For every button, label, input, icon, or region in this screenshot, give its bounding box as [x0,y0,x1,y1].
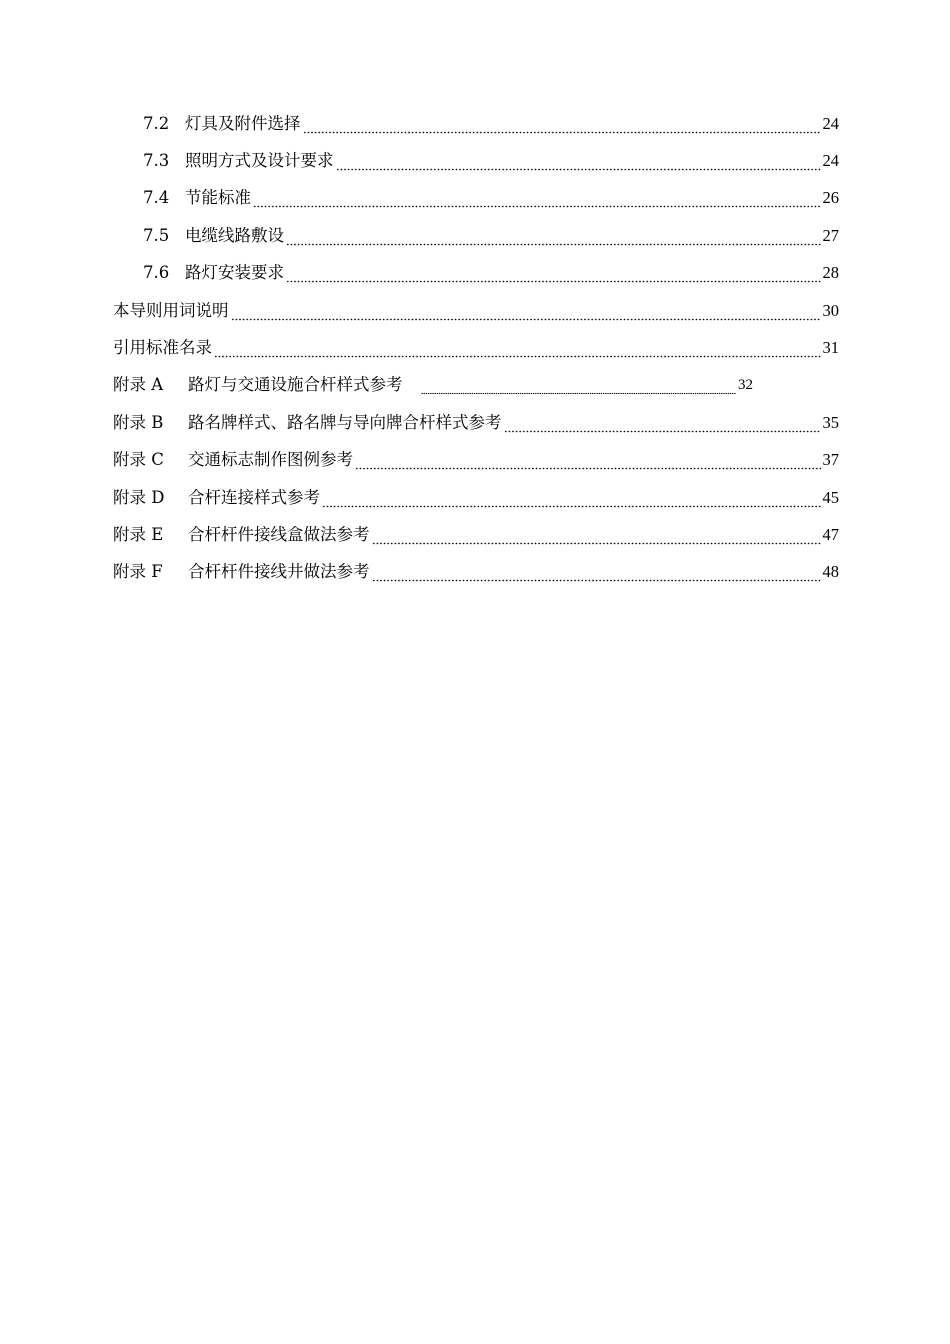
toc-entry-number: 7.6 [143,263,170,283]
dot-leader [286,269,821,283]
toc-entry-7-4[interactable] [113,180,839,217]
toc-entry-page: 35 [822,412,839,432]
toc-entry-number: 附录 B [113,412,164,432]
toc-entry-7-2[interactable] [113,105,839,142]
dot-leader [504,419,821,433]
toc-entry-number: 7.2 [143,113,170,133]
toc-entry-title: 路灯安装要求 [185,263,284,283]
toc-entry-page: 28 [822,263,839,283]
toc-entry-appendix-d[interactable] [113,479,839,516]
toc-entry-page: 47 [822,524,839,544]
toc-entry-number: 7.5 [143,225,170,245]
toc-entry-number: 附录 F [113,562,163,582]
dot-leader [214,344,821,358]
toc-entry-number: 附录 D [113,487,165,507]
toc-entry-appendix-f[interactable] [113,554,839,591]
toc-entry-title: 灯具及附件选择 [185,113,301,133]
toc-entry-number: 附录 C [113,450,164,470]
toc-entry-title: 交通标志制作图例参考 [188,450,353,470]
toc-entry-title: 合杆杆件接线井做法参考 [188,562,370,582]
toc-entry-appendix-c[interactable] [113,442,839,479]
toc-entry-page: 45 [822,487,839,507]
toc-entry-title: 路灯与交通设施合杆样式参考 [188,375,403,395]
toc-entry-page: 26 [822,188,839,208]
toc-entry-page: 48 [822,562,839,582]
dot-leader [336,157,821,171]
table-of-contents [113,105,839,591]
toc-entry-page: 37 [822,450,839,470]
dot-leader [303,120,821,134]
dot-leader [372,568,821,582]
toc-entry-7-3[interactable] [113,142,839,179]
dot-leader [372,531,821,545]
dot-leader [231,307,821,321]
toc-entry-page: 31 [822,338,839,358]
toc-entry-title: 本导则用词说明 [113,300,229,320]
toc-entry-7-6[interactable] [113,255,839,292]
toc-entry-number: 附录 E [113,524,164,544]
toc-entry-7-5[interactable] [113,217,839,254]
toc-entry-page: 24 [822,151,839,171]
toc-entry-cited-standards[interactable] [113,329,839,366]
toc-entry-title: 引用标准名录 [113,338,212,358]
dot-leader [253,194,821,208]
toc-entry-appendix-a[interactable] [113,367,753,404]
toc-entry-title: 节能标准 [185,188,251,208]
toc-entry-title: 照明方式及设计要求 [185,151,334,171]
toc-entry-page: 27 [822,225,839,245]
toc-entry-title: 合杆连接样式参考 [188,487,320,507]
dot-leader [286,232,821,246]
toc-entry-title: 合杆杆件接线盒做法参考 [188,524,370,544]
toc-entry-appendix-e[interactable] [113,516,839,553]
toc-entry-number: 附录 A [113,375,164,395]
toc-entry-title: 路名牌样式、路名牌与导向牌合杆样式参考 [188,412,502,432]
toc-entry-page: 24 [822,113,839,133]
toc-entry-number: 7.3 [143,151,170,171]
toc-entry-number: 7.4 [143,188,170,208]
toc-entry-page: 32 [738,377,753,394]
toc-entry-page: 30 [822,300,839,320]
dot-leader [322,494,821,508]
toc-entry-title: 电缆线路敷设 [185,225,284,245]
toc-entry-wording-notes[interactable] [113,292,839,329]
toc-entry-appendix-b[interactable] [113,404,839,441]
dot-leader [355,456,821,470]
dot-leader [421,381,737,395]
